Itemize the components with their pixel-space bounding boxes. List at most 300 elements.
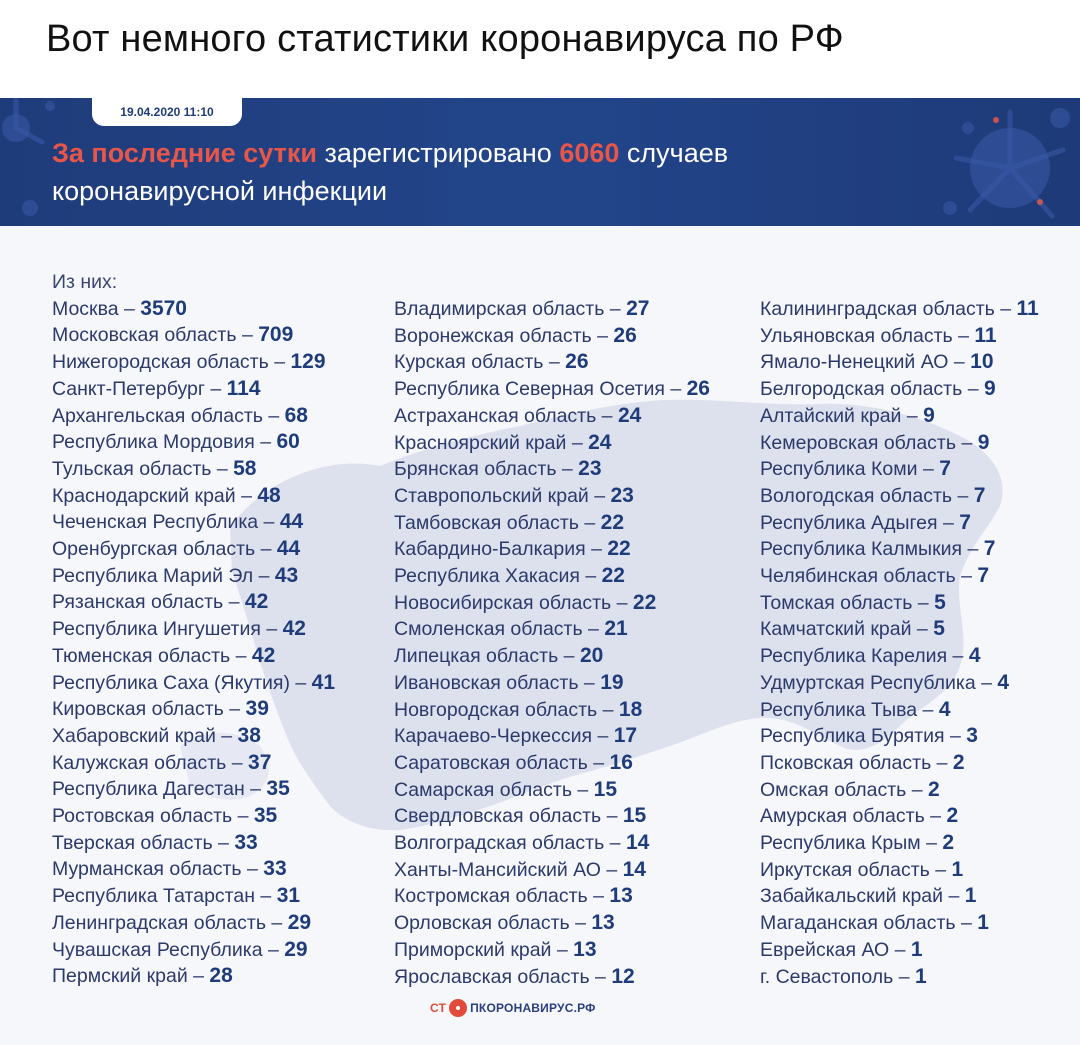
region-name: Краснодарский край xyxy=(52,484,236,507)
separator-dash: – xyxy=(591,324,614,347)
case-count: 16 xyxy=(609,750,633,774)
region-name: Московская область xyxy=(52,324,237,347)
region-name: Республика Калмыкия xyxy=(760,538,963,561)
separator-dash: – xyxy=(187,965,210,988)
region-row xyxy=(394,803,710,830)
region-name: Архангельская область xyxy=(52,404,263,427)
separator-dash: – xyxy=(543,351,566,374)
region-row xyxy=(394,697,710,724)
region-row xyxy=(52,643,335,670)
separator-dash: – xyxy=(582,618,605,641)
separator-dash: – xyxy=(569,912,592,935)
separator-dash: – xyxy=(212,831,235,854)
case-count: 44 xyxy=(276,537,301,561)
separator-dash: – xyxy=(956,431,978,454)
case-count: 3570 xyxy=(140,296,187,320)
case-count: 35 xyxy=(253,804,278,828)
region-name: Ямало-Ненецкий АО xyxy=(760,351,949,374)
virus-dot-icon xyxy=(449,999,467,1017)
headline xyxy=(52,134,952,210)
intro-label: Из них: xyxy=(52,271,118,293)
region-name: Чувашская Республика xyxy=(52,938,263,961)
separator-dash: – xyxy=(258,511,280,534)
case-count: 27 xyxy=(626,297,650,320)
region-row xyxy=(394,670,710,697)
case-count: 41 xyxy=(311,670,335,694)
separator-dash: – xyxy=(962,378,984,401)
region-row xyxy=(52,883,335,910)
region-name: Воронежская область xyxy=(394,324,592,347)
separator-dash: – xyxy=(571,778,594,801)
region-name: Магаданская область xyxy=(760,912,956,935)
region-name: Забайкальский край xyxy=(760,885,944,908)
separator-dash: – xyxy=(906,778,928,801)
separator-dash: – xyxy=(604,832,626,855)
case-count: 14 xyxy=(622,857,646,881)
separator-dash: – xyxy=(955,912,978,935)
case-count: 3 xyxy=(966,724,978,748)
case-count: 9 xyxy=(923,403,935,427)
region-name: Ханты-Мансийский АО xyxy=(394,858,601,881)
case-count: 4 xyxy=(997,670,1010,694)
case-count: 22 xyxy=(607,537,631,561)
region-row xyxy=(394,430,710,457)
region-name: Липецкая область xyxy=(394,645,559,668)
separator-dash: – xyxy=(579,565,602,588)
region-row xyxy=(760,697,1039,724)
region-name: Белгородская область xyxy=(760,378,963,401)
region-name: Свердловская область xyxy=(394,805,602,828)
separator-dash: – xyxy=(994,298,1017,320)
separator-dash: – xyxy=(889,938,911,961)
region-row xyxy=(760,803,1039,830)
region-name: Рязанская область xyxy=(52,591,224,614)
region-name: Приморский край xyxy=(394,938,552,961)
case-count: 19 xyxy=(600,670,624,694)
region-row xyxy=(52,803,335,830)
region-row xyxy=(760,590,1039,617)
separator-dash: – xyxy=(289,671,312,694)
region-name: Саратовская область xyxy=(394,751,588,774)
region-row xyxy=(52,509,335,536)
region-name: Курская область xyxy=(394,351,544,374)
region-row xyxy=(760,910,1039,937)
case-count: 11 xyxy=(1016,297,1039,320)
region-name: Республика Адыгея xyxy=(760,511,938,534)
region-name: Красноярский край xyxy=(394,431,567,454)
region-name: Ивановская область xyxy=(394,671,579,694)
separator-dash: – xyxy=(601,805,623,828)
separator-dash: – xyxy=(600,858,623,881)
region-name: Калужская область xyxy=(52,751,227,774)
region-row xyxy=(394,349,710,376)
regions-column-2 xyxy=(394,296,710,990)
region-name: Республика Бурятия xyxy=(760,725,945,748)
separator-dash: – xyxy=(592,725,614,748)
separator-dash: – xyxy=(236,324,259,347)
headline-number: 6060 xyxy=(559,138,620,168)
region-name: Смоленская область xyxy=(394,618,583,641)
separator-dash: – xyxy=(566,431,589,454)
case-count: 7 xyxy=(939,457,951,481)
separator-dash: – xyxy=(262,938,285,961)
separator-dash: – xyxy=(596,404,618,427)
case-count: 11 xyxy=(974,323,997,347)
region-name: Орловская область xyxy=(394,912,570,935)
separator-dash: – xyxy=(578,511,601,534)
region-row xyxy=(394,296,710,323)
region-name: Тверская область xyxy=(52,831,213,854)
region-row xyxy=(394,536,710,563)
case-count: 13 xyxy=(609,884,633,908)
region-row xyxy=(52,937,335,964)
region-name: Омская область xyxy=(760,778,907,801)
case-count: 9 xyxy=(983,377,996,401)
region-name: Республика Татарстан xyxy=(52,885,255,908)
region-name: Ставропольский край xyxy=(394,484,589,507)
region-name: Псковская область xyxy=(760,751,932,774)
region-name: Тюменская область xyxy=(52,644,231,667)
region-row xyxy=(394,590,710,617)
case-count: 15 xyxy=(593,777,618,801)
separator-dash: – xyxy=(244,778,267,801)
region-row xyxy=(394,323,710,350)
separator-dash: – xyxy=(901,404,924,427)
separator-dash: – xyxy=(255,885,277,908)
case-count: 37 xyxy=(248,750,272,774)
separator-dash: – xyxy=(558,645,580,668)
region-name: Республика Тыва xyxy=(760,698,918,721)
separator-dash: – xyxy=(241,858,264,881)
headline-accent: За последние сутки xyxy=(52,138,317,168)
region-name: Республика Мордовия xyxy=(52,431,255,454)
case-count: 7 xyxy=(977,564,990,588)
separator-dash: – xyxy=(611,591,633,614)
headline-part1: зарегистрировано xyxy=(316,138,560,168)
region-name: Камчатский край xyxy=(760,618,912,641)
region-row xyxy=(52,403,335,430)
separator-dash: – xyxy=(975,671,998,694)
region-row xyxy=(760,376,1039,403)
region-row xyxy=(52,670,335,697)
region-name: Новгородская область xyxy=(394,698,598,721)
separator-dash: – xyxy=(268,351,291,374)
region-row xyxy=(394,964,710,991)
region-row xyxy=(52,589,335,616)
region-name: Тульская область xyxy=(52,457,212,480)
case-count: 2 xyxy=(928,777,940,801)
case-count: 28 xyxy=(209,964,233,988)
separator-dash: – xyxy=(947,645,969,668)
region-row xyxy=(760,616,1039,643)
case-count: 129 xyxy=(290,350,326,374)
region-row xyxy=(760,883,1039,910)
logo-text-left: СТ xyxy=(430,1001,447,1015)
region-row xyxy=(760,643,1039,670)
region-row xyxy=(52,322,335,349)
region-row xyxy=(760,403,1039,430)
region-row xyxy=(760,536,1039,563)
region-name: Москва xyxy=(52,297,119,320)
region-row xyxy=(52,376,335,403)
case-count: 10 xyxy=(970,350,994,374)
case-count: 42 xyxy=(282,617,306,641)
region-name: Костромская область xyxy=(394,885,588,908)
separator-dash: – xyxy=(597,698,619,721)
region-name: Астраханская область xyxy=(394,404,597,427)
separator-dash: – xyxy=(948,351,971,374)
header-banner xyxy=(0,98,1080,226)
separator-dash: – xyxy=(556,458,579,481)
separator-dash: – xyxy=(587,751,610,774)
region-row xyxy=(52,723,335,750)
region-name: Республика Коми xyxy=(760,458,918,481)
separator-dash: – xyxy=(260,618,283,641)
region-name: Томская область xyxy=(760,591,913,614)
separator-dash: – xyxy=(604,298,627,320)
region-row xyxy=(760,323,1039,350)
case-count: 22 xyxy=(632,590,657,614)
case-count: 5 xyxy=(934,590,946,614)
region-name: г. Севастополь xyxy=(760,965,894,988)
region-row xyxy=(760,510,1039,537)
separator-dash: – xyxy=(929,858,952,881)
separator-dash: – xyxy=(912,591,935,614)
region-row xyxy=(52,456,335,483)
region-name: Ленинградская область xyxy=(52,911,266,934)
case-count: 13 xyxy=(591,911,615,935)
separator-dash: – xyxy=(588,484,611,507)
separator-dash: – xyxy=(924,805,947,828)
case-count: 14 xyxy=(625,831,650,855)
separator-dash: – xyxy=(931,751,953,774)
region-row xyxy=(52,830,335,857)
separator-dash: – xyxy=(911,618,934,641)
region-name: Кабардино-Балкария xyxy=(394,538,586,561)
separator-dash: – xyxy=(232,805,254,828)
separator-dash: – xyxy=(215,724,238,747)
region-name: Еврейская АО xyxy=(760,938,890,961)
headline-part2: случаев xyxy=(619,138,729,168)
region-row xyxy=(52,776,335,803)
case-count: 29 xyxy=(287,910,312,934)
region-name: Удмуртская Республика xyxy=(760,671,976,694)
separator-dash: – xyxy=(944,725,967,748)
region-row xyxy=(394,403,710,430)
region-row xyxy=(394,750,710,777)
region-row xyxy=(394,376,710,403)
region-name: Республика Ингушетия xyxy=(52,618,261,641)
region-row xyxy=(52,563,335,590)
case-count: 22 xyxy=(600,510,625,534)
case-count: 42 xyxy=(244,590,269,614)
region-name: Брянская область xyxy=(394,458,557,481)
post-title: Вот немного статистики коронавируса по РФ xyxy=(46,18,844,60)
separator-dash: – xyxy=(211,457,234,480)
region-row xyxy=(52,616,335,643)
region-row xyxy=(760,670,1039,697)
region-name: Алтайский край xyxy=(760,404,902,427)
region-name: Тамбовская область xyxy=(394,511,579,534)
separator-dash: – xyxy=(230,644,252,667)
separator-dash: – xyxy=(223,698,246,721)
case-count: 42 xyxy=(251,643,276,667)
separator-dash: – xyxy=(664,378,687,401)
region-row xyxy=(394,937,710,964)
region-name: Пермский край xyxy=(52,965,188,988)
separator-dash: – xyxy=(223,591,245,614)
case-count: 1 xyxy=(910,937,923,961)
case-count: 29 xyxy=(284,937,308,961)
separator-dash: – xyxy=(235,484,258,507)
region-name: Нижегородская область xyxy=(52,351,269,374)
region-row xyxy=(52,696,335,723)
case-count: 17 xyxy=(613,724,638,748)
region-row xyxy=(394,510,710,537)
case-count: 18 xyxy=(618,697,643,721)
case-count: 26 xyxy=(565,350,589,374)
case-count: 5 xyxy=(933,617,945,641)
separator-dash: – xyxy=(917,458,940,481)
region-row xyxy=(52,536,335,563)
infographic-card xyxy=(0,98,1080,1045)
region-row xyxy=(394,723,710,750)
region-row xyxy=(760,563,1039,590)
region-row xyxy=(394,883,710,910)
region-name: Волгоградская область xyxy=(394,832,605,855)
separator-dash: – xyxy=(204,377,227,400)
separator-dash: – xyxy=(551,938,574,961)
region-row xyxy=(394,483,710,510)
region-name: Хабаровский край xyxy=(52,724,216,747)
region-row xyxy=(52,856,335,883)
separator-dash: – xyxy=(943,885,965,908)
case-count: 7 xyxy=(959,510,971,534)
separator-dash: – xyxy=(118,297,141,320)
region-row xyxy=(52,750,335,777)
separator-dash: – xyxy=(952,484,974,507)
region-name: Ярославская область xyxy=(394,965,590,988)
separator-dash: – xyxy=(587,885,610,908)
region-name: Республика Северная Осетия xyxy=(394,378,665,401)
separator-dash: – xyxy=(578,671,601,694)
case-count: 9 xyxy=(977,430,990,454)
case-count: 4 xyxy=(968,644,981,668)
region-row xyxy=(394,777,710,804)
region-row xyxy=(760,750,1039,777)
separator-dash: – xyxy=(226,751,249,774)
separator-dash: – xyxy=(253,564,275,587)
case-count: 68 xyxy=(284,403,308,427)
case-count: 24 xyxy=(588,430,612,454)
case-count: 23 xyxy=(610,483,634,507)
case-count: 21 xyxy=(604,617,628,641)
case-count: 22 xyxy=(601,564,625,588)
region-row xyxy=(760,723,1039,750)
region-row xyxy=(760,830,1039,857)
case-count: 1 xyxy=(977,911,989,935)
region-name: Челябинская область xyxy=(760,565,956,588)
case-count: 15 xyxy=(622,804,647,828)
case-count: 2 xyxy=(942,831,955,855)
region-name: Иркутская область xyxy=(760,858,930,881)
headline-line2: коронавирусной инфекции xyxy=(52,176,388,206)
region-name: Республика Саха (Якутия) xyxy=(52,671,290,694)
region-row xyxy=(394,616,710,643)
separator-dash: – xyxy=(254,431,277,454)
region-row xyxy=(760,349,1039,376)
separator-dash: – xyxy=(917,698,939,721)
logo-text-right: ПКОРОНАВИРУС.РФ xyxy=(470,1001,596,1015)
region-row xyxy=(394,857,710,884)
region-name: Кемеровская область xyxy=(760,431,957,454)
region-name: Ростовская область xyxy=(52,805,233,828)
case-count: 35 xyxy=(266,777,290,801)
case-count: 1 xyxy=(964,884,977,908)
region-row xyxy=(760,937,1039,964)
case-count: 12 xyxy=(611,964,635,988)
case-count: 26 xyxy=(613,323,637,347)
region-name: Владимирская область xyxy=(394,298,605,320)
case-count: 20 xyxy=(579,644,604,668)
case-count: 1 xyxy=(951,857,964,881)
case-count: 31 xyxy=(276,884,301,908)
region-name: Ульяновская область xyxy=(760,324,953,347)
case-count: 709 xyxy=(258,323,294,347)
case-count: 48 xyxy=(257,483,281,507)
region-name: Самарская область xyxy=(394,778,572,801)
region-name: Новосибирская область xyxy=(394,591,612,614)
separator-dash: – xyxy=(962,538,984,561)
region-name: Оренбургская область xyxy=(52,538,256,561)
region-row xyxy=(52,349,335,376)
region-row xyxy=(760,483,1039,510)
regions-column-1 xyxy=(52,270,335,990)
date-badge: 19.04.2020 11:10 xyxy=(92,98,242,126)
region-name: Амурская область xyxy=(760,805,925,828)
region-row xyxy=(394,456,710,483)
separator-dash: – xyxy=(937,511,960,534)
separator-dash: – xyxy=(585,538,608,561)
region-name: Карачаево-Черкессия xyxy=(394,725,593,748)
region-name: Калининградская область xyxy=(760,298,995,320)
region-row xyxy=(760,857,1039,884)
region-name: Вологодская область xyxy=(760,484,953,507)
region-row xyxy=(52,963,335,990)
case-count: 4 xyxy=(938,697,951,721)
region-row xyxy=(52,429,335,456)
regions-column-3 xyxy=(760,296,1039,990)
region-row xyxy=(394,910,710,937)
case-count: 43 xyxy=(274,563,299,587)
region-row xyxy=(760,777,1039,804)
case-count: 2 xyxy=(952,750,965,774)
case-count: 33 xyxy=(263,857,287,881)
region-row xyxy=(52,483,335,510)
region-row xyxy=(760,430,1039,457)
case-count: 38 xyxy=(237,723,261,747)
separator-dash: – xyxy=(955,565,978,588)
separator-dash: – xyxy=(255,538,277,561)
case-count: 39 xyxy=(245,697,269,721)
case-count: 33 xyxy=(234,830,258,854)
stopcoronavirus-logo xyxy=(430,996,596,1020)
region-name: Республика Марий Эл xyxy=(52,564,254,587)
case-count: 44 xyxy=(279,510,304,534)
case-count: 7 xyxy=(973,483,986,507)
separator-dash: – xyxy=(920,832,943,855)
region-row xyxy=(394,563,710,590)
